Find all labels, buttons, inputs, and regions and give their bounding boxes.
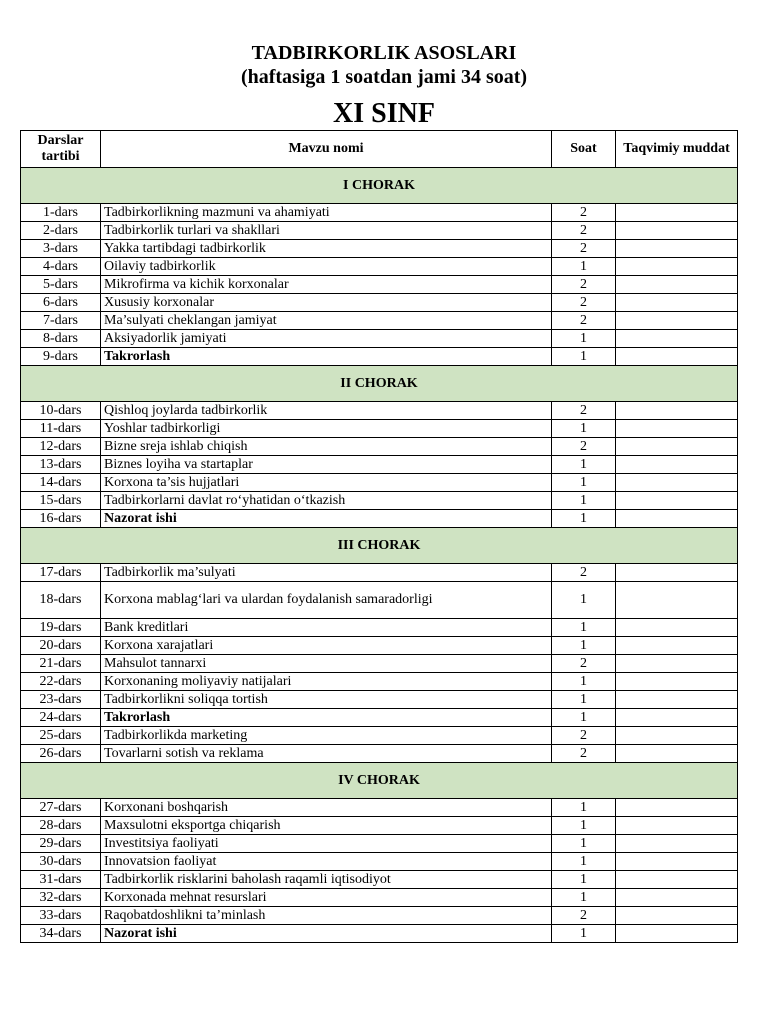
header-calendar: Taqvimiy muddat [616,131,738,168]
lesson-number: 17-dars [21,564,101,582]
lesson-number: 21-dars [21,655,101,673]
lesson-calendar-cell [616,456,738,474]
lesson-row [21,276,738,294]
table-body [21,168,738,943]
lesson-hours: 1 [552,619,616,637]
lesson-calendar-cell [616,204,738,222]
lesson-number: 4-dars [21,258,101,276]
lesson-hours: 1 [552,691,616,709]
lesson-calendar-cell [616,240,738,258]
lesson-calendar-cell [616,691,738,709]
lesson-calendar-cell [616,727,738,745]
lesson-row [21,294,738,312]
lesson-calendar-cell [616,637,738,655]
lesson-calendar-cell [616,348,738,366]
lesson-calendar-cell [616,294,738,312]
lesson-hours: 1 [552,835,616,853]
lesson-calendar-cell [616,438,738,456]
lesson-calendar-cell [616,510,738,528]
lesson-hours: 1 [552,853,616,871]
lesson-row [21,853,738,871]
lesson-number: 5-dars [21,276,101,294]
header-topic: Mavzu nomi [101,131,552,168]
lesson-hours: 2 [552,402,616,420]
lesson-row [21,637,738,655]
lesson-row [21,889,738,907]
lesson-calendar-cell [616,709,738,727]
lesson-row [21,240,738,258]
lesson-hours: 1 [552,709,616,727]
lesson-row [21,348,738,366]
lesson-calendar-cell [616,925,738,943]
lesson-calendar-cell [616,889,738,907]
lesson-number: 19-dars [21,619,101,637]
lesson-topic: Korxonani boshqarish [101,799,552,817]
lesson-hours: 1 [552,474,616,492]
lesson-row [21,564,738,582]
lesson-number: 10-dars [21,402,101,420]
lesson-row [21,582,738,619]
lesson-number: 2-dars [21,222,101,240]
lesson-row [21,330,738,348]
lesson-number: 18-dars [21,582,101,619]
lesson-row [21,925,738,943]
lesson-calendar-cell [616,817,738,835]
lesson-row [21,691,738,709]
lesson-calendar-cell [616,420,738,438]
lesson-number: 27-dars [21,799,101,817]
lesson-calendar-cell [616,258,738,276]
lesson-number: 23-dars [21,691,101,709]
lesson-topic: Nazorat ishi [101,510,552,528]
lesson-calendar-cell [616,619,738,637]
lesson-topic: Oilaviy tadbirkorlik [101,258,552,276]
lesson-topic: Mahsulot tannarxi [101,655,552,673]
quarter-label: IV CHORAK [21,763,738,799]
lesson-calendar-cell [616,402,738,420]
lesson-number: 7-dars [21,312,101,330]
lesson-topic: Tadbirkorlikning mazmuni va ahamiyati [101,204,552,222]
lesson-number: 1-dars [21,204,101,222]
lesson-topic: Korxonada mehnat resurslari [101,889,552,907]
lesson-row [21,835,738,853]
lesson-topic: Tovarlarni sotish va reklama [101,745,552,763]
lesson-calendar-cell [616,492,738,510]
lesson-calendar-cell [616,276,738,294]
lesson-row [21,492,738,510]
lesson-number: 22-dars [21,673,101,691]
lesson-hours: 1 [552,492,616,510]
lesson-number: 8-dars [21,330,101,348]
lesson-number: 20-dars [21,637,101,655]
lesson-calendar-cell [616,312,738,330]
lesson-calendar-cell [616,853,738,871]
header-order: Darslar tartibi [21,131,101,168]
lesson-number: 13-dars [21,456,101,474]
lesson-hours: 1 [552,582,616,619]
lesson-number: 33-dars [21,907,101,925]
document-title: TADBIRKORLIK ASOSLARI [251,42,517,64]
lesson-row [21,510,738,528]
lesson-topic: Korxona xarajatlari [101,637,552,655]
lesson-number: 28-dars [21,817,101,835]
lesson-calendar-cell [616,745,738,763]
lesson-number: 30-dars [21,853,101,871]
lesson-hours: 2 [552,655,616,673]
lesson-hours: 2 [552,907,616,925]
lesson-number: 25-dars [21,727,101,745]
lesson-topic: Bizne sreja ishlab chiqish [101,438,552,456]
lesson-hours: 1 [552,510,616,528]
lesson-row [21,799,738,817]
quarter-label: I CHORAK [21,168,738,204]
lesson-hours: 1 [552,348,616,366]
lesson-row [21,619,738,637]
lesson-calendar-cell [616,564,738,582]
lesson-number: 15-dars [21,492,101,510]
lesson-hours: 2 [552,204,616,222]
lesson-topic: Maxsulotni eksportga chiqarish [101,817,552,835]
lesson-row [21,474,738,492]
lesson-calendar-cell [616,582,738,619]
lesson-calendar-cell [616,655,738,673]
lesson-topic: Yakka tartibdagi tadbirkorlik [101,240,552,258]
lesson-calendar-cell [616,835,738,853]
lesson-hours: 2 [552,240,616,258]
lesson-row [21,727,738,745]
quarter-row [21,366,738,402]
lesson-row [21,745,738,763]
lesson-calendar-cell [616,871,738,889]
lesson-hours: 1 [552,799,616,817]
lesson-topic: Aksiyadorlik jamiyati [101,330,552,348]
lesson-plan-table [20,130,738,943]
lesson-topic: Ma’sulyati cheklangan jamiyat [101,312,552,330]
lesson-hours: 2 [552,222,616,240]
lesson-topic: Tadbirkorlik ma’sulyati [101,564,552,582]
lesson-hours: 1 [552,456,616,474]
lesson-calendar-cell [616,222,738,240]
lesson-hours: 1 [552,330,616,348]
lesson-topic: Xususiy korxonalar [101,294,552,312]
lesson-calendar-cell [616,673,738,691]
lesson-topic: Innovatsion faoliyat [101,853,552,871]
lesson-topic: Bank kreditlari [101,619,552,637]
lesson-topic: Mikrofirma va kichik korxonalar [101,276,552,294]
lesson-row [21,438,738,456]
lesson-calendar-cell [616,799,738,817]
lesson-row [21,673,738,691]
lesson-hours: 2 [552,745,616,763]
document-subtitle: (haftasiga 1 soatdan jami 34 soat) [240,66,528,88]
lesson-number: 29-dars [21,835,101,853]
lesson-row [21,222,738,240]
lesson-hours: 2 [552,564,616,582]
grade-heading: XI SINF [333,98,435,129]
lesson-hours: 1 [552,420,616,438]
lesson-number: 26-dars [21,745,101,763]
lesson-hours: 2 [552,438,616,456]
lesson-row [21,871,738,889]
lesson-number: 11-dars [21,420,101,438]
lesson-number: 31-dars [21,871,101,889]
lesson-number: 24-dars [21,709,101,727]
lesson-number: 9-dars [21,348,101,366]
lesson-topic: Tadbirkorlikni soliqqa tortish [101,691,552,709]
lesson-topic: Tadbirkorlik turlari va shakllari [101,222,552,240]
quarter-label: III CHORAK [21,528,738,564]
lesson-topic: Investitsiya faoliyati [101,835,552,853]
lesson-row [21,709,738,727]
lesson-topic: Nazorat ishi [101,925,552,943]
lesson-row [21,204,738,222]
lesson-row [21,817,738,835]
lesson-number: 6-dars [21,294,101,312]
lesson-topic: Biznes loyiha va startaplar [101,456,552,474]
lesson-number: 3-dars [21,240,101,258]
table-header-row [21,131,738,168]
lesson-hours: 1 [552,889,616,907]
lesson-topic: Korxona mablag‘lari va ulardan foydalanish samaradorligi [101,582,552,619]
lesson-number: 12-dars [21,438,101,456]
lesson-calendar-cell [616,330,738,348]
quarter-row [21,168,738,204]
lesson-row [21,258,738,276]
lesson-topic: Korxonaning moliyaviy natijalari [101,673,552,691]
lesson-row [21,907,738,925]
lesson-number: 14-dars [21,474,101,492]
lesson-topic: Tadbirkorlikda marketing [101,727,552,745]
lesson-topic: Qishloq joylarda tadbirkorlik [101,402,552,420]
lesson-hours: 2 [552,312,616,330]
lesson-row [21,312,738,330]
lesson-calendar-cell [616,907,738,925]
lesson-topic: Yoshlar tadbirkorligi [101,420,552,438]
lesson-hours: 2 [552,294,616,312]
lesson-row [21,420,738,438]
lesson-hours: 2 [552,276,616,294]
quarter-row [21,528,738,564]
quarter-label: II CHORAK [21,366,738,402]
quarter-row [21,763,738,799]
header-hours: Soat [552,131,616,168]
lesson-hours: 2 [552,727,616,745]
lesson-hours: 1 [552,817,616,835]
lesson-hours: 1 [552,871,616,889]
lesson-hours: 1 [552,637,616,655]
lesson-hours: 1 [552,258,616,276]
lesson-topic: Korxona ta’sis hujjatlari [101,474,552,492]
lesson-topic: Takrorlash [101,348,552,366]
lesson-topic: Takrorlash [101,709,552,727]
lesson-topic: Raqobatdoshlikni ta’minlash [101,907,552,925]
lesson-topic: Tadbirkorlik risklarini baholash raqamli iqtisodiyot [101,871,552,889]
lesson-hours: 1 [552,673,616,691]
lesson-number: 34-dars [21,925,101,943]
lesson-topic: Tadbirkorlarni davlat ro‘yhatidan o‘tkazish [101,492,552,510]
lesson-number: 32-dars [21,889,101,907]
lesson-row [21,402,738,420]
lesson-row [21,456,738,474]
lesson-hours: 1 [552,925,616,943]
lesson-row [21,655,738,673]
lesson-number: 16-dars [21,510,101,528]
lesson-calendar-cell [616,474,738,492]
